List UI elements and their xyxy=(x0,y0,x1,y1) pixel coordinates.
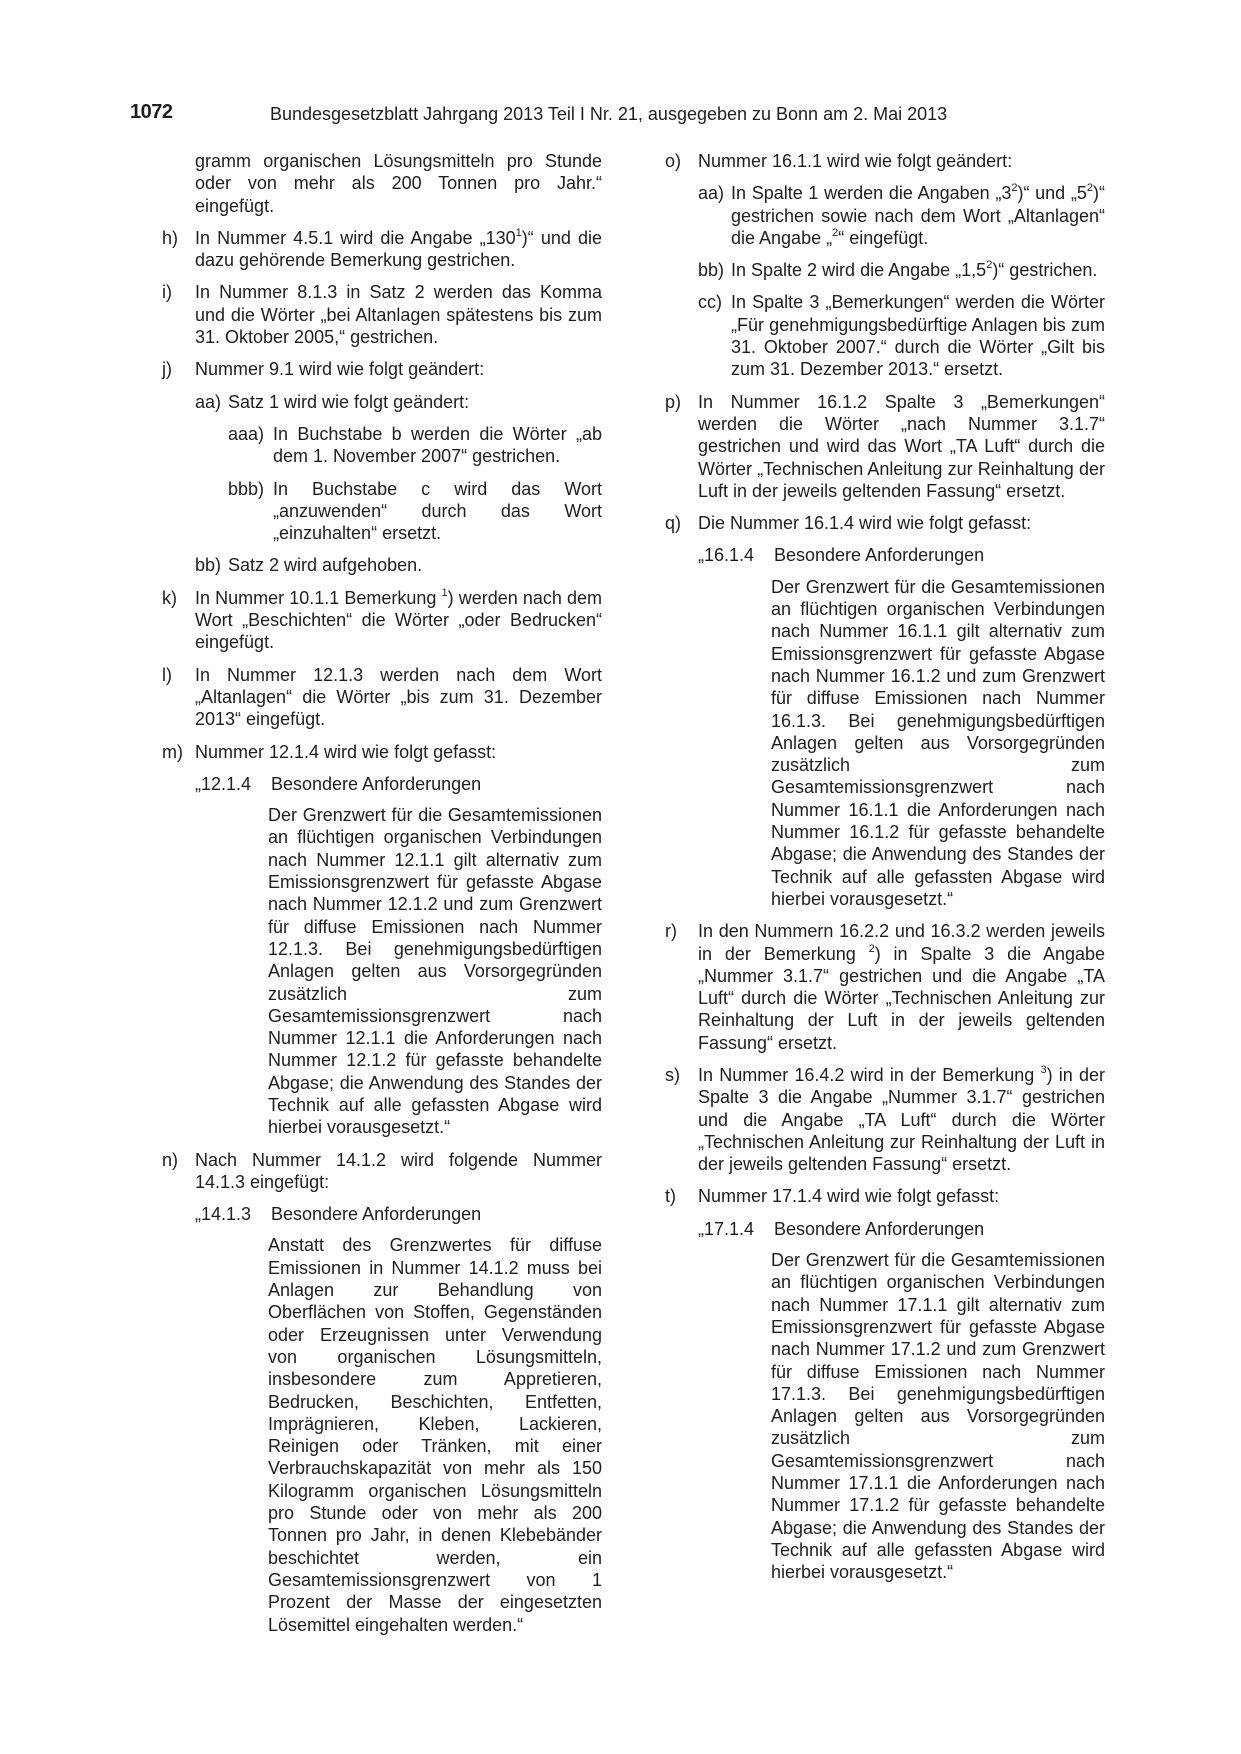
item-o-aa xyxy=(698,182,1105,249)
section-heading-14-1-3: „14.1.3 Besondere Anforderungen xyxy=(195,1204,482,1225)
section-heading-12-1-4: „12.1.4 Besondere Anforderungen xyxy=(195,773,482,794)
item-label: aa) xyxy=(195,391,222,412)
item-label: aa) xyxy=(698,183,725,204)
item-text: Nach Nummer 14.1.2 wird folgende Nummer 14.1.3 eingefügt: xyxy=(195,1149,602,1192)
item-label: cc) xyxy=(698,292,722,313)
item-h xyxy=(162,227,602,272)
item-j-bb xyxy=(195,554,602,576)
item-text: Nummer 9.1 wird wie folgt geändert: xyxy=(195,359,485,380)
item-q xyxy=(665,512,1105,534)
item-label: l) xyxy=(162,664,172,685)
quoted-text-12-1-4: Der Grenzwert für die Gesamtemissionen an flüchtigen organischen Verbindungen nach Nummer 12.1.1 gilt alternativ zum Emissionsgrenzwert für gefasste Abgase nach Nummer 12.1.2 und zum Grenzwert für diffuse Emissionen nach Nummer 12.1.3. Bei genehmigungsbedürftigen Anlagen gelten aus Vorsorgegründen zusätzlich zum Gesamtemissionsgrenzwert nach Nummer 12.1.1 die Anforderungen nach Nummer 12.1.2 für gefasste behandelte Abgase; die Anwendung des Standes der Technik auf alle gefassten Abgase wird hierbei vorausgesetzt.“ xyxy=(268,805,602,1138)
item-text: Die Nummer 16.1.4 wird wie folgt gefasst: xyxy=(698,513,1032,534)
item-k xyxy=(162,587,602,654)
item-label: t) xyxy=(665,1186,676,1207)
item-text: Nummer 17.1.4 wird wie folgt gefasst: xyxy=(698,1186,1000,1207)
item-text: In Nummer 4.5.1 wird die Angabe $„130^1)“$ und die dazu gehörende Bemerkung gestrichen. xyxy=(195,226,603,271)
item-label: aaa) xyxy=(228,423,265,444)
item-label: n) xyxy=(162,1149,179,1170)
item-l xyxy=(162,664,602,731)
item-j xyxy=(162,358,602,380)
item-text: In Nummer 16.4.2 wird in der Bemerkung $^3$) in der Spalte 3 die Angabe „Nummer 3.1.7“ gestrichen und die Angabe „TA Luft“ durch die Wörter „Technischen Anleitung zur Reinhaltung der Luft in der jeweils geltenden Fassung“ ersetzt. xyxy=(698,1063,1105,1175)
item-n xyxy=(162,1149,602,1194)
item-label: i) xyxy=(162,282,172,303)
right-column xyxy=(665,150,1105,1594)
item-text: In Nummer 12.1.3 werden nach dem Wort „Altanlagen“ die Wörter „bis zum 31. Dezember 2013“ eingefügt. xyxy=(195,664,602,730)
item-label: k) xyxy=(162,587,177,608)
item-text: In Buchstabe c wird das Wort „anzuwenden“ durch das Wort „einzuhalten“ ersetzt. xyxy=(273,478,602,544)
item-p xyxy=(665,391,1105,502)
item-text: In Nummer 16.1.2 Spalte 3 „Bemerkungen“ werden die Wörter „nach Nummer 3.1.7“ gestrichen und wird das Wort „TA Luft“ durch die Wörter „Technischen Anleitung zur Reinhaltung der Luft in der jeweils geltenden Fassung“ ersetzt. xyxy=(698,391,1105,501)
item-label: bbb) xyxy=(228,478,265,499)
quoted-text-16-1-4: Der Grenzwert für die Gesamtemissionen an flüchtigen organischen Verbindungen nach Nummer 16.1.1 gilt alternativ zum Emissionsgrenzwert für gefasste Abgase nach Nummer 16.1.2 und zum Grenzwert für diffuse Emissionen nach Nummer 16.1.3. Bei genehmigungsbedürftigen Anlagen gelten aus Vorsorgegründen zusätzlich zum Gesamtemissionsgrenzwert nach Nummer 16.1.1 die Anforderungen nach Nummer 16.1.2 für gefasste behandelte Abgase; die Anwendung des Standes der Technik auf alle gefassten Abgase wird hierbei vorausgesetzt.“ xyxy=(771,576,1105,909)
quoted-text-14-1-3: Anstatt des Grenzwertes für diffuse Emissionen in Nummer 14.1.2 muss bei Anlagen zur Behandlung von Oberflächen von Stoffen, Gegenständen oder Erzeugnissen unter Verwendung von organischen Lösungsmitteln, insbesondere zum Appretieren, Bedrucken, Beschichten, Entfetten, Imprägnieren, Kleben, Lackieren, Reinigen oder Tränken, mit einer Verbrauchskapazität von mehr als 150 Kilogramm organischen Lösungsmitteln pro Stunde oder von mehr als 200 Tonnen pro Jahr, in denen Klebebänder beschichtet werden, ein Gesamtemissionsgrenzwert von 1 Prozent der Masse der eingesetzten Lösemittel eingehalten werden.“ xyxy=(268,1235,602,1635)
item-j-aa xyxy=(195,391,602,413)
page-number: 1072 xyxy=(130,101,173,123)
item-j-bbb xyxy=(228,478,602,545)
item-label: bb) xyxy=(698,260,725,281)
item-m xyxy=(162,741,602,763)
item-text: Satz 1 wird wie folgt geändert: xyxy=(228,391,470,412)
item-text: Satz 2 wird aufgehoben. xyxy=(228,555,423,576)
item-label: r) xyxy=(665,921,677,942)
item-text: In Nummer 10.1.1 Bemerkung $^1$) werden nach dem Wort „Beschichten“ die Wörter „oder Bedrucken“ eingefügt. xyxy=(195,586,602,653)
item-text: In Buchstabe b werden die Wörter „ab dem 1. November 2007“ gestrichen. xyxy=(273,423,602,467)
section-heading-16-1-4: „16.1.4 Besondere Anforderungen xyxy=(698,545,985,566)
item-s xyxy=(665,1064,1105,1175)
item-text: Nummer 12.1.4 wird wie folgt gefasst: xyxy=(195,741,497,762)
item-label: o) xyxy=(665,151,682,171)
item-o xyxy=(665,150,1105,172)
item-o-cc xyxy=(698,291,1105,380)
item-label: q) xyxy=(665,513,682,534)
item-text: In den Nummern 16.2.2 und 16.3.2 werden jeweils in der Bemerkung $^2$) in Spalte 3 die Angabe „Nummer 3.1.7“ gestrichen und die Angabe „TA Luft“ durch die Wörter „Technischen Anleitung zur Reinhaltung der Luft in der jeweils geltenden Fassung“ ersetzt. xyxy=(698,921,1105,1053)
item-text: Nummer 16.1.1 wird wie folgt geändert: xyxy=(698,151,1013,171)
item-text: In Spalte 3 „Bemerkungen“ werden die Wörter „Für genehmigungsbedürftige Anlagen bis zum 31. Oktober 2007.“ durch die Wörter „Gilt bis zum 31. Dezember 2013.“ ersetzt. xyxy=(731,292,1105,380)
item-label: s) xyxy=(665,1064,680,1085)
item-label: h) xyxy=(162,227,179,248)
page-header xyxy=(130,101,1130,127)
quoted-text-17-1-4: Der Grenzwert für die Gesamtemissionen an flüchtigen organischen Verbindungen nach Nummer 17.1.1 gilt alternativ zum Emissionsgrenzwert für gefasste Abgase nach Nummer 17.1.2 und zum Grenzwert für diffuse Emissionen nach Nummer 17.1.3. Bei genehmigungsbedürftigen Anlagen gelten aus Vorsorgegründen zusätzlich zum Gesamtemissionsgrenzwert nach Nummer 17.1.1 die Anforderungen nach Nummer 17.1.2 für gefasste behandelte Abgase; die Anwendung des Standes der Technik auf alle gefassten Abgase wird hierbei vorausgesetzt.“ xyxy=(771,1250,1105,1583)
item-label: m) xyxy=(162,741,183,762)
item-label: j) xyxy=(162,359,172,380)
gazette-title: Bundesgesetzblatt Jahrgang 2013 Teil I Nr. 21, ausgegeben zu Bonn am 2. Mai 2013 xyxy=(270,104,948,124)
item-j-aaa xyxy=(228,423,602,468)
continued-text: gramm organischen Lösungsmitteln pro Stunde oder von mehr als 200 Tonnen pro Jahr.“ eingefügt. xyxy=(195,151,602,216)
item-text: In Nummer 8.1.3 in Satz 2 werden das Komma und die Wörter „bei Altanlagen spätestens bis zum 31. Oktober 2005,“ gestrichen. xyxy=(195,282,602,348)
item-text: In Spalte 1 werden die Angaben $„3^2)“$ und $„5^2)“$ gestrichen sowie nach dem Wort „Altanlagen“ die Angabe „$^2$“ eingefügt. xyxy=(731,182,1105,248)
left-column xyxy=(162,150,602,1646)
item-o-bb xyxy=(698,259,1105,281)
item-label: bb) xyxy=(195,555,222,576)
item-t xyxy=(665,1185,1105,1207)
item-label: p) xyxy=(665,391,682,412)
section-heading-17-1-4: „17.1.4 Besondere Anforderungen xyxy=(698,1218,985,1239)
item-text: In Spalte 2 wird die Angabe $„1,5^2)“$ gestrichen. xyxy=(731,259,1098,281)
item-r xyxy=(665,920,1105,1054)
item-i xyxy=(162,281,602,348)
